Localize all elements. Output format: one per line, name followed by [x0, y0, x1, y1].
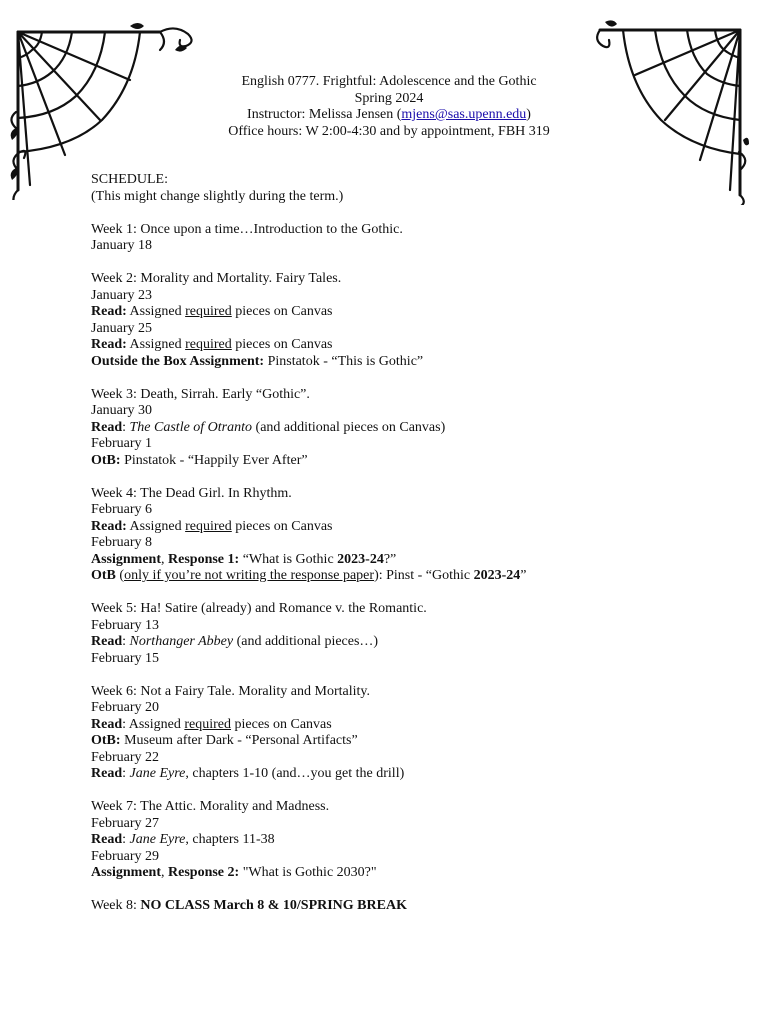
week-3-title: Week 3: Death, Sirrah. Early “Gothic”.: [91, 386, 310, 402]
instructor-email-link[interactable]: mjens@sas.upenn.edu: [401, 107, 527, 122]
week-3-read: Read: The Castle of Otranto (and additional pieces on Canvas): [91, 419, 446, 435]
term: Spring 2024: [354, 90, 424, 106]
week-7-date-2: February 29: [91, 848, 160, 864]
week-8-title: Week 8: NO CLASS March 8 & 10/SPRING BREAK: [91, 898, 407, 913]
week-7-read: Read: Jane Eyre, chapters 11-38: [91, 832, 275, 847]
week-6-otb: OtB: Museum after Dark - “Personal Artifacts”: [91, 733, 358, 748]
week-7-assignment: Assignment, Response 2: "What is Gothic 2030?": [91, 865, 377, 880]
week-4-title: Week 4: The Dead Girl. In Rhythm.: [91, 485, 292, 501]
week-4-assignment: Assignment, Response 1: “What is Gothic 2023-24?”: [91, 551, 397, 567]
instructor-label: Instructor: Melissa Jensen (: [247, 107, 402, 122]
week-5-read: Read: Northanger Abbey (and additional pieces…): [91, 634, 379, 649]
week-3-date-2: February 1: [91, 436, 153, 451]
week-1-title: Week 1: Once upon a time…Introduction to the Gothic.: [91, 221, 403, 237]
week-5-date-2: February 15: [91, 650, 160, 666]
week-2-read-1: Read: Assigned required pieces on Canvas: [91, 304, 333, 319]
week-6-title: Week 6: Not a Fairy Tale. Morality and Mortality.: [91, 683, 370, 699]
week-6-date-1: February 20: [91, 700, 160, 715]
schedule-content: [91, 172, 711, 915]
document-header: [0, 74, 768, 140]
week-5-title: Week 5: Ha! Satire (already) and Romance v. the Romantic.: [91, 601, 427, 616]
week-4-date-1: February 6: [91, 502, 153, 517]
week-3-date-1: January 30: [91, 403, 153, 418]
week-6-read-2: Read: Jane Eyre, chapters 1-10 (and…you get the drill): [91, 766, 405, 781]
office-hours: Office hours: W 2:00-4:30 and by appointment, FBH 319: [228, 123, 550, 139]
week-6-date-2: February 22: [91, 749, 160, 765]
week-1-date: January 18: [91, 238, 153, 253]
week-7-date-1: February 27: [91, 815, 160, 831]
week-2-title: Week 2: Morality and Mortality. Fairy Tales.: [91, 271, 342, 286]
week-5-date-1: February 13: [91, 617, 160, 633]
week-2-read-2: Read: Assigned required pieces on Canvas: [91, 337, 333, 352]
week-2-date-1: January 23: [91, 287, 153, 303]
course-title: English 0777. Frightful: Adolescence and the Gothic: [241, 74, 537, 89]
week-4-date-2: February 8: [91, 535, 153, 550]
schedule-title: SCHEDULE:: [91, 172, 168, 187]
instructor-suffix: ): [526, 107, 531, 122]
schedule-note: (This might change slightly during the term.): [91, 188, 344, 204]
week-2-otb: Outside the Box Assignment: Pinstatok - “This is Gothic”: [91, 353, 424, 369]
week-3-otb: OtB: Pinstatok - “Happily Ever After”: [91, 452, 308, 468]
instructor-line: [0, 107, 768, 124]
week-7-title: Week 7: The Attic. Morality and Madness.: [91, 799, 330, 814]
week-4-otb: OtB (only if you’re not writing the response paper): Pinst - “Gothic 2023-24”: [91, 568, 527, 583]
week-4-read: Read: Assigned required pieces on Canvas: [91, 518, 333, 534]
week-2-date-2: January 25: [91, 320, 153, 336]
week-6-read-1: Read: Assigned required pieces on Canvas: [91, 716, 332, 732]
